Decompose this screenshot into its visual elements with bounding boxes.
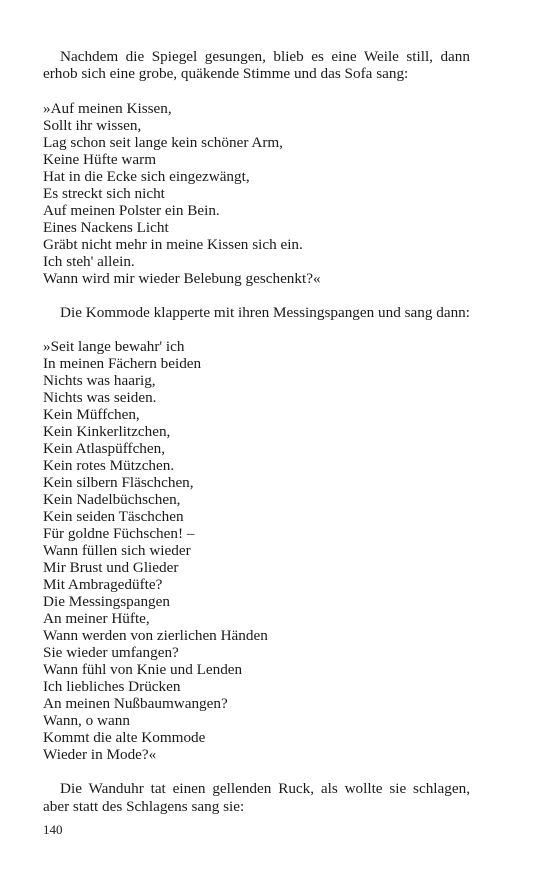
verse-line: Für goldne Füchschen! – — [43, 525, 195, 543]
verse-line: An meinen Nußbaumwangen? — [43, 695, 228, 713]
verse-line: Mit Ambragedüfte? — [43, 576, 163, 594]
verse-line: »Seit lange bewahr' ich — [43, 338, 185, 356]
verse-line: Mir Brust und Glieder — [43, 559, 179, 577]
verse-line: Sollt ihr wissen, — [43, 116, 142, 134]
verse-line: Gräbt nicht mehr in meine Kissen sich ein. — [43, 235, 303, 253]
verse-line: Nichts was seiden. — [43, 389, 157, 407]
verse-line: Wann, o wann — [43, 712, 130, 730]
verse-line: An meiner Hüfte, — [43, 610, 150, 628]
sofa-song — [43, 100, 470, 287]
verse-line: Kein Kinkerlitzchen, — [43, 423, 171, 441]
verse-line: Ich liebliches Drücken — [43, 678, 181, 696]
verse-line: Lag schon seit lange kein schöner Arm, — [43, 133, 283, 151]
verse-line: Wann werden von zierlichen Händen — [43, 627, 268, 645]
verse-line: Kein Nadelbüchschen, — [43, 491, 181, 509]
verse-line: Kein silbern Fläschchen, — [43, 474, 194, 492]
stanza-gap — [43, 321, 470, 338]
verse-line: »Auf meinen Kissen, — [43, 99, 172, 117]
verse-line: Es streckt sich nicht — [43, 184, 165, 202]
verse-line: Ich steh' allein. — [43, 252, 135, 270]
verse-line: Wieder in Mode?« — [43, 746, 157, 764]
stanza-gap — [43, 763, 470, 780]
verse-line: Kein Atlaspüffchen, — [43, 440, 166, 458]
verse-line: Wann wird mir wieder Belebung geschenkt?« — [43, 269, 321, 287]
verse-line: Sie wieder umfangen? — [43, 644, 179, 662]
verse-line: Die Messingspangen — [43, 593, 170, 611]
kommode-song — [43, 338, 470, 763]
verse-line: Kommt die alte Kommode — [43, 729, 206, 747]
verse-line: Wann fühl von Knie und Lenden — [43, 661, 243, 679]
paragraph-intro-wanduhr: Die Wanduhr tat einen gellenden Ruck, als wollte sie schlagen, aber statt des Schlagens sang sie: — [43, 780, 470, 815]
verse-line: Eines Nackens Licht — [43, 218, 169, 236]
verse-line: Auf meinen Polster ein Bein. — [43, 201, 220, 219]
verse-line: Wann füllen sich wieder — [43, 542, 191, 560]
verse-line: Kein rotes Mützchen. — [43, 457, 175, 475]
stanza-gap — [43, 83, 470, 100]
verse-line: In meinen Fächern beiden — [43, 355, 202, 373]
verse-line: Keine Hüfte warm — [43, 150, 157, 168]
paragraph-intro-sofa: Nachdem die Spiegel gesungen, blieb es eine Weile still, dann erhob sich eine grobe, quäkende Stimme und das Sofa sang: — [43, 48, 470, 83]
page-body — [43, 48, 470, 815]
verse-line: Kein seiden Täschchen — [43, 508, 184, 526]
stanza-gap — [43, 287, 470, 304]
verse-line: Nichts was haarig, — [43, 372, 156, 390]
verse-line: Hat in die Ecke sich eingezwängt, — [43, 167, 250, 185]
verse-line: Kein Müffchen, — [43, 406, 140, 424]
paragraph-intro-kommode: Die Kommode klapperte mit ihren Messingspangen und sang dann: — [60, 303, 470, 321]
page-number: 140 — [43, 822, 63, 837]
